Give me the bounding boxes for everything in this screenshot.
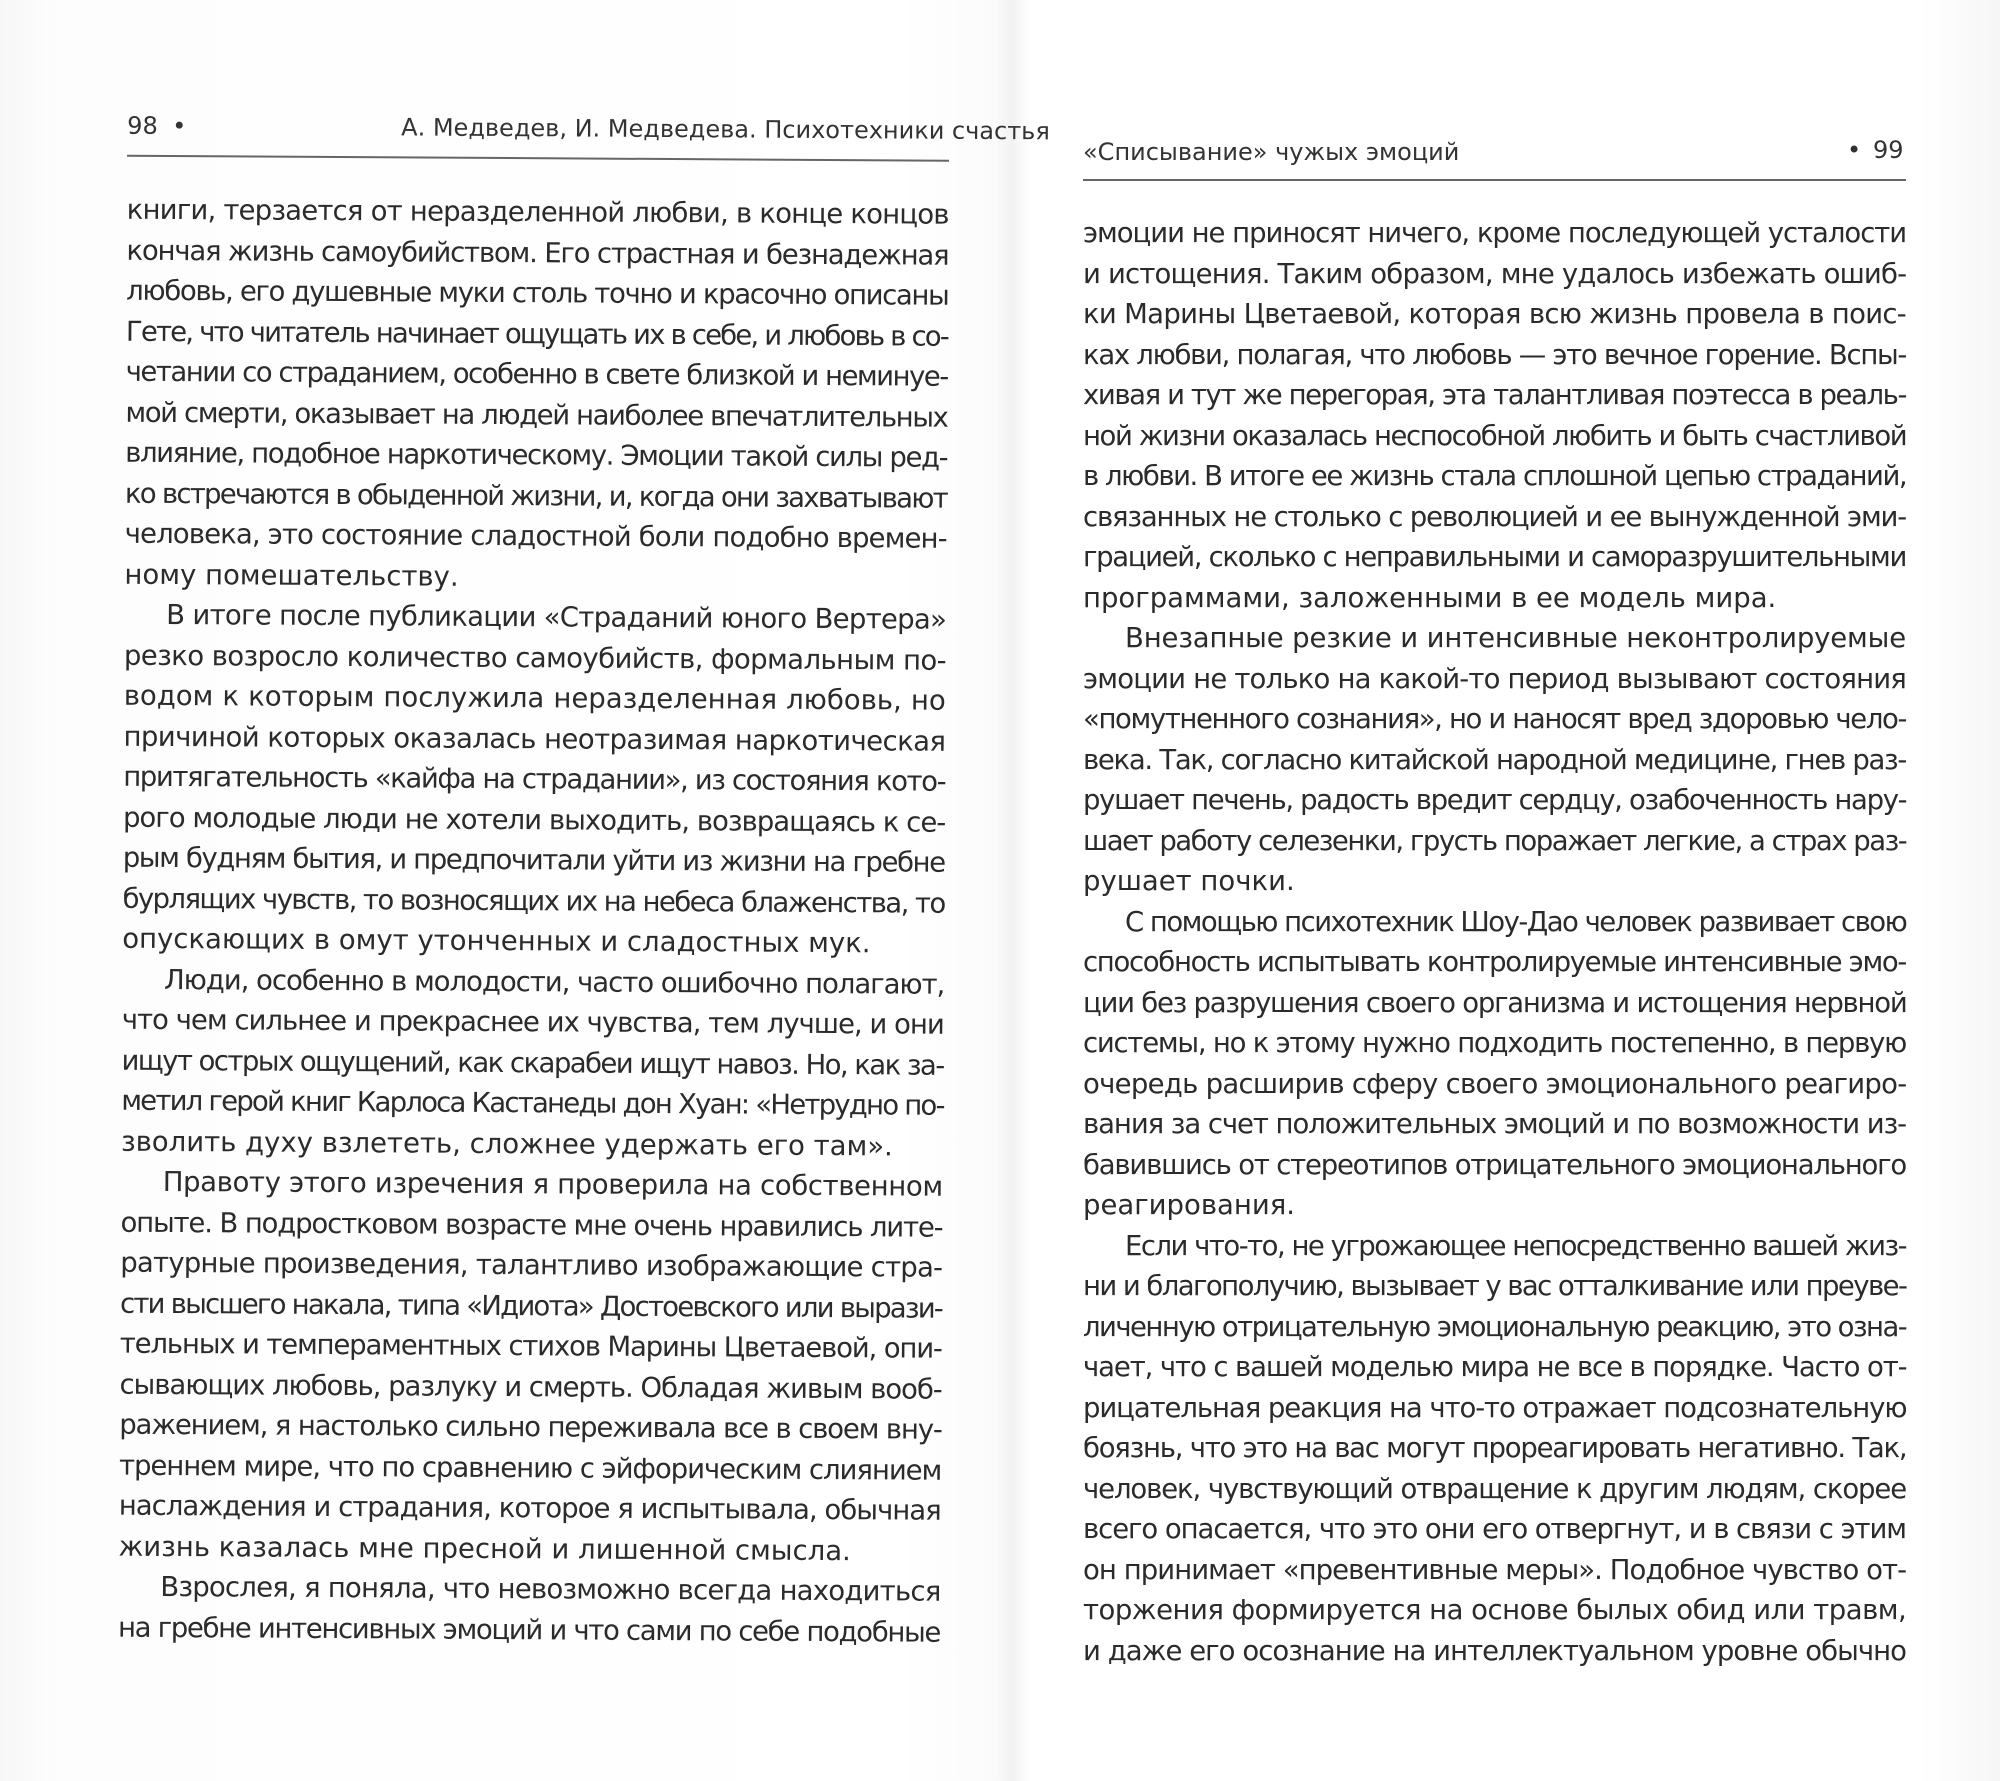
- text-line: В итоге после публикации «Страданий юного Вертера»: [166, 598, 947, 636]
- text-line: ражением, я настолько сильно переживала все в своем вну-: [119, 1408, 942, 1446]
- text-line: Люди, особенно в молодости, часто ошибочно полагают,: [163, 963, 945, 1001]
- text-line: влияние, подобное наркотическому. Эмоции такой силы ред-: [125, 436, 948, 474]
- text-line: ни и благополучию, вызывает у вас отталкивание или преуве-: [1083, 1270, 1907, 1302]
- text-line: Правоту этого изречения я проверила на собственном: [162, 1165, 943, 1203]
- text-line: рым будням бытия, и предпочитали уйти из жизни на гребне: [122, 841, 945, 879]
- text-line: мой смерти, оказывает на людей наиболее впечатлительных: [125, 396, 948, 434]
- text-line: любовь, его душевные муки столь точно и красочно описаны: [126, 274, 949, 312]
- text-line: Взрослея, я поняла, что невозможно всегда находиться: [160, 1570, 941, 1608]
- right-body-text: [1083, 213, 1906, 1671]
- text-line: ищут острых ощущений, как скарабеи ищут навоз. Но, как за-: [121, 1044, 944, 1082]
- text-line: торжения формируется на основе былых обид или травм,: [1083, 1594, 1907, 1626]
- text-line: вания за счет положительных эмоций и по возможности из-: [1083, 1108, 1906, 1140]
- text-line: связанных не столько с революцией и ее вынужденной эми-: [1083, 500, 1906, 533]
- text-line: притягательность «кайфа на страдании», из состояния кото-: [123, 760, 946, 798]
- text-line: хивая и тут же перегорая, эта талантливая поэтесса в реаль-: [1083, 379, 1906, 411]
- right-page: [1000, 0, 2000, 1781]
- text-line: сывающих любовь, разлуку и смерть. Обладая живым вооб-: [119, 1368, 942, 1406]
- text-line: жизнь казалась мне пресной и лишенной смысла.: [118, 1530, 851, 1567]
- text-line: ратурные произведения, талантливо изображающие стра-: [120, 1246, 943, 1284]
- text-line: всего опасается, что это они его отвергнут, и в связи с этим: [1083, 1513, 1906, 1545]
- text-line: в любви. В итоге ее жизнь стала сплошной цепью страданий,: [1083, 460, 1907, 492]
- text-line: Если что-то, не угрожающее непосредственно вашей жиз-: [1125, 1229, 1906, 1262]
- text-line: грацией, сколько с неправильными и саморазрушительными: [1083, 541, 1907, 573]
- right-page-bullet: •: [1847, 136, 1862, 164]
- text-line: чает, что с вашей моделью мира не все в порядке. Часто от-: [1083, 1351, 1907, 1383]
- text-line: «помутненного сознания», но и наносят вред здоровью чело-: [1083, 703, 1906, 735]
- text-line: рого молодые люди не хотели выходить, возвращаясь к се-: [122, 801, 946, 839]
- text-line: личенную отрицательную эмоциональную реакцию, это озна-: [1083, 1310, 1907, 1343]
- left-header-rule: [127, 155, 949, 162]
- text-line: бавившись от стереотипов отрицательного эмоционального: [1083, 1148, 1906, 1181]
- text-line: треннем мире, что по сравнению с эйфорическим слиянием: [118, 1449, 942, 1487]
- left-running-head: А. Медведев, И. Медведева. Психотехники счастья: [401, 113, 1050, 146]
- text-line: ному помешательству.: [124, 558, 459, 593]
- text-line: очередь расширив сферу своего эмоционального реагиро-: [1083, 1067, 1907, 1100]
- text-line: на гребне интенсивных эмоций и что сами по себе подобные: [117, 1611, 941, 1649]
- text-line: ко встречаются в обыденной жизни, и, когда они захватывают: [124, 477, 948, 515]
- text-line: шает работу селезенки, грусть поражает легкие, а страх раз-: [1083, 824, 1907, 857]
- text-line: что чем сильнее и прекраснее их чувства, тем лучше, и они: [121, 1003, 944, 1041]
- text-line: он принимает «превентивные меры». Подобное чувство от-: [1083, 1553, 1907, 1586]
- right-header-rule: [1083, 179, 1906, 181]
- text-line: водом к которым послужила неразделенная любовь, но: [123, 679, 946, 717]
- left-page-number: 98: [127, 111, 158, 140]
- text-line: опускающих в омут утонченных и сладостных мук.: [122, 922, 871, 960]
- left-page-bullet: •: [172, 111, 187, 141]
- text-line: ции без разрушения своего организма и истощения нервной: [1083, 986, 1907, 1019]
- text-line: кончая жизнь самоубийством. Его страстная и безнадежная: [126, 234, 949, 272]
- text-line: и истощения. Таким образом, мне удалось избежать ошиб-: [1083, 257, 1907, 290]
- text-line: рушает печень, радость вредит сердцу, озабоченность нару-: [1083, 784, 1907, 816]
- right-page-number: 99: [1873, 136, 1904, 164]
- text-line: метил герой книг Карлоса Кастанеды дон Хуан: «Нетрудно по-: [121, 1084, 944, 1122]
- text-line: Внезапные резкие и интенсивные неконтролируемые: [1125, 622, 1906, 654]
- text-line: четании со страданием, особенно в свете близкой и неминуе-: [125, 355, 948, 393]
- text-line: С помощью психотехник Шоу-Дао человек развивает свою: [1125, 905, 1907, 938]
- text-line: бурлящих чувств, то возносящих их на небеса блаженства, то: [122, 882, 945, 920]
- text-line: зволить духу взлететь, сложнее удержать его там».: [120, 1125, 893, 1162]
- text-line: века. Так, согласно китайской народной медицине, гнев раз-: [1083, 743, 1906, 776]
- text-line: книги, терзается от неразделенной любви, в конце концов: [126, 193, 949, 231]
- text-line: эмоции не только на какой-то период вызывают состояния: [1083, 662, 1907, 695]
- text-line: ках любви, полагая, что любовь — это вечное горение. Вспы-: [1083, 338, 1907, 371]
- text-line: причиной которых оказалась неотразимая наркотическая: [123, 720, 946, 758]
- text-line: ной жизни оказалась неспособной любить и быть счастливой: [1083, 419, 1907, 452]
- right-running-head: «Списывание» чужых эмоций: [1083, 138, 1460, 166]
- text-line: резко возросло количество самоубийств, формальным по-: [123, 639, 947, 677]
- text-line: Гете, что читатель начинает ощущать их в себе, и любовь в со-: [125, 315, 949, 353]
- text-line: рицательная реакция на что-то отражает подсознательную: [1083, 1391, 1907, 1424]
- text-line: и даже его осознание на интеллектуальном уровне обычно: [1083, 1634, 1906, 1667]
- left-body-text: [118, 190, 949, 1653]
- text-line: системы, но к этому нужно подходить постепенно, в первую: [1083, 1027, 1906, 1059]
- text-line: человек, чувствующий отвращение к другим людям, скорее: [1083, 1472, 1906, 1505]
- text-line: эмоции не приносят ничего, кроме последующей усталости: [1083, 217, 1907, 249]
- text-line: тельных и темпераментных стихов Марины Цветаевой, опи-: [119, 1327, 942, 1365]
- text-line: способность испытывать контролируемые интенсивные эмо-: [1083, 946, 1906, 978]
- text-line: реагирования.: [1083, 1189, 1296, 1221]
- text-line: человека, это состояние сладостной боли подобно времен-: [124, 517, 947, 555]
- text-line: наслаждения и страдания, которое я испытывала, обычная: [118, 1489, 941, 1527]
- text-line: программами, заложенными в ее модель мира.: [1083, 581, 1777, 614]
- text-line: сти высшего накала, типа «Идиота» Достоевского или вырази-: [119, 1287, 943, 1325]
- text-line: ки Марины Цветаевой, которая всю жизнь провела в поис-: [1083, 298, 1906, 330]
- text-line: опыте. В подростковом возрасте мне очень нравились лите-: [120, 1206, 943, 1244]
- text-line: боязнь, что это на вас могут прореагировать негативно. Так,: [1083, 1432, 1907, 1464]
- text-line: рушает почки.: [1083, 865, 1295, 897]
